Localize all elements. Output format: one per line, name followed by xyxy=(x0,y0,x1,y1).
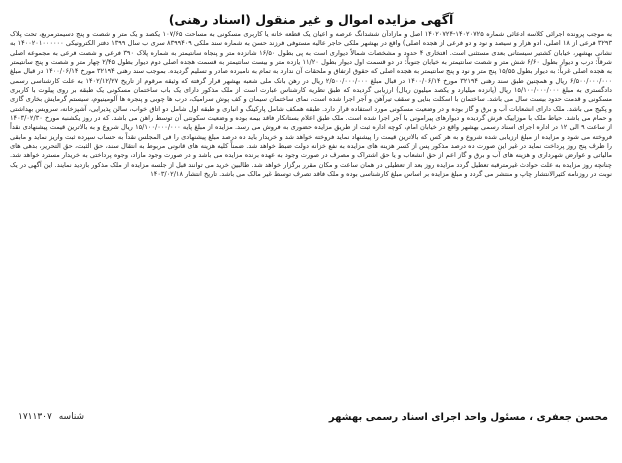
publication-date: تاریخ انتشار ۱۴۰۳/۰۲/۱۸ xyxy=(150,170,218,179)
notice-paragraph: ضمناً کلیه هزینه های قانونی مربوط به انتقال سند، حق الثبت، حق التحریر، بدهی های مالیاتی و عوارض شهرداری و هزینه های آب و برق و گاز اعم از حق انشعاب و یا حق اشتراک و مصرف در صورت وجود به عهده برنده مزایده می باشد و در صورت وجود مازاد، وجوه پرداختی به خریدار مسترد خواهد شد. چنانچه روز مزایده به علت حوادث غیرمترقبه تعطیل گردد مزایده روز بعد از تعطیلی در همان ساعت و مکان مقرر برگزار خواهد شد. طالبین خرید می توانند قبل از جلسه مزایده از ملک مذکور بازدید نمایند. این آگهی در یک نوبت در روزنامه کثیرالانتشار چاپ و منتشر می گردد و مبلغ مزایده بر اساس مبلغ کارشناسی بوده و ملک فاقد تصرف توسط غیر مالک می باشد. xyxy=(10,142,612,179)
notice-paragraph: که در روز یکشنبه مورخ ۱۴۰۳/۰۲/۳۰ از ساعت ۹ الی ۱۲ در اداره اجرای اسناد رسمی بهشهر واقع در خیابان امام، کوچه اداره ثبت از طریق مزایده حضوری به فروش می رسد. مزایده از مبلغ پایه ۱۵/۱۰۰/۰۰۰/۰۰۰ ریال شروع و به بالاترین قیمت پیشنهادی نقداً فروخته می شود و مزایده از مبلغ ارزیابی شده شروع و به هر کس که بالاترین قیمت را پیشنهاد نماید فروخته خواهد شد و خریدار باید ده درصد مبلغ پیشنهادی را فی المجلس نقداً به حساب سپرده ثبت واریز نماید و مابقی را ظرف پنج روز پرداخت نماید در غیر این صورت ده درصد مذکور پس از کسر هزینه های مزایده به نفع خزانه دولت ضبط خواهد شد. xyxy=(10,114,612,151)
notice-body xyxy=(10,30,612,400)
notice-title: آگهی مزایده اموال و غیر منقول (اسناد رهنی) xyxy=(168,12,454,27)
signatory: محسن جعفری ، مسئول واحد اجرای اسناد رسمی بهشهر xyxy=(328,411,608,423)
reference-number: ۱۷۱۱۳۰۷ xyxy=(18,412,52,422)
reference-label: شناسه xyxy=(58,412,85,422)
notice-sheet xyxy=(6,4,616,459)
reference-id xyxy=(14,412,84,422)
notice-footer xyxy=(14,409,608,425)
notice-paragraph: ساختمان با اسکلت بنایی و سقف تیرآهن و آجر اجرا شده است، نمای ساختمان سیمان و کف پوش سرامیک، درب ها چوبی و پنجره ها آلومینیوم، سیستم گرمایش بخاری گازی و پکیج می باشد. ملک دارای انشعابات آب و برق و گاز بوده و در وضعیت مسکونی مورد استفاده قرار دارد. طبقه همکف شامل پارکینگ و انباری و طبقه اول شامل دو اتاق خواب، سالن پذیرایی، آشپزخانه، سرویس بهداشتی و حمام می باشد. حیاط ملک با موزاییک فرش گردیده و دیوارهای پیرامونی با آجر اجرا شده است. ملک طبق اعلام بستانکار فاقد بیمه بوده و وضعیت سکونتی آن توسط راهن می باشد. xyxy=(10,95,612,123)
notice-paragraph: بموجب سند رهنی ۳۲۱۹۴ مورخ ۱۴۰۰/۰۶/۱۴ در قبال مبلغ ۶/۵۰۰/۰۰۰/۰۰۰ ریال و همچنین طبق سند رهنی ۳۲۱۹۴ مورخ ۱۴۰۰/۰۶/۱۴ در قبال مبلغ ۲/۵۰۰/۰۰۰/۰۰۰ ریال در رهن بانک ملی شعبه بهشهر قرار گرفته که وثیقه مرقوم از تاریخ ۱۴۰۲/۱۲/۲۷ به علت کارشناسی رسمی دادگستری به مبلغ ۱۵/۱۰۰/۰۰۰/۰۰۰ ریال (پانزده میلیارد و یکصد میلیون ریال) ارزیابی گردیده که طبق نظریه کارشناس عبارت است از ملک مذکور دارای یک باب ساختمان مسکونی یک طبقه بر روی پیلوت با کاربری مسکونی و قدمت حدود بیست سال می باشد. xyxy=(10,67,612,104)
notice-paragraph: به موجب پرونده اجرائی کلاسه ادعائی شماره ۱۴۰۲۰۷۲۵-۱۴۰۲۰۷۲۴ اصل و مازادآن ششدانگ عرصه و اعیان یک قطعه خانه یا کاربری مسکونی به مساحت ۱۰۷/۶۵ یکصد و یک متر و شصت و پنج دسیمترمربع، تحت پلاک ۳۲۹۳ فرعی از ۱۸ اصلی، ادو هزار و سیصد و نود و دو فرعی از هجده اصلی) واقع در بهشهر ملکی حاجر عالیه مستوفی فرزند حسن به شماره سند ملکی ۸۳۹۹۴۰۹ سری ب سال ۱۳۹۹ دفتر الکترونیکی ۱۴۰۰۲۰۱۰۰۰۰۰۰ به نشانی بهشهر، خیابان کشتیر سیستانی بعدی مستثنی است. افتخاری ۴ حدود و مشخصات شمالاً دیواری است به پی بطول ۱۶/۵۰ شانزده متر و پنجاه سانتیمتر به شماره پلاک ۳۹۰ فرعی و شصت فرعی به مجموعه اصلی شرقاً: درب و دیوار بطول ۶/۶۰ شش متر و شصت سانتیمتر به خیابان جنوباً: در دو قسمت اول دیوار بطول ۱۱/۲۰ یازده متر و بیست سانتیمتر به قسمت هجده اصلی دوم دیوار بطول ۲/۴۵ چهار متر و شصت و پنج سانتیمتر به هجده اصلی غرباً: به دیوار بطول ۱۵/۵۵ پنج متر و نود و پنج سانتیمتر به هجده اصلی که حقوق ارتفاق و ملحقات آن ندارد به تمام به نامبرده صادر و تسلیم گردیده. xyxy=(10,30,612,76)
